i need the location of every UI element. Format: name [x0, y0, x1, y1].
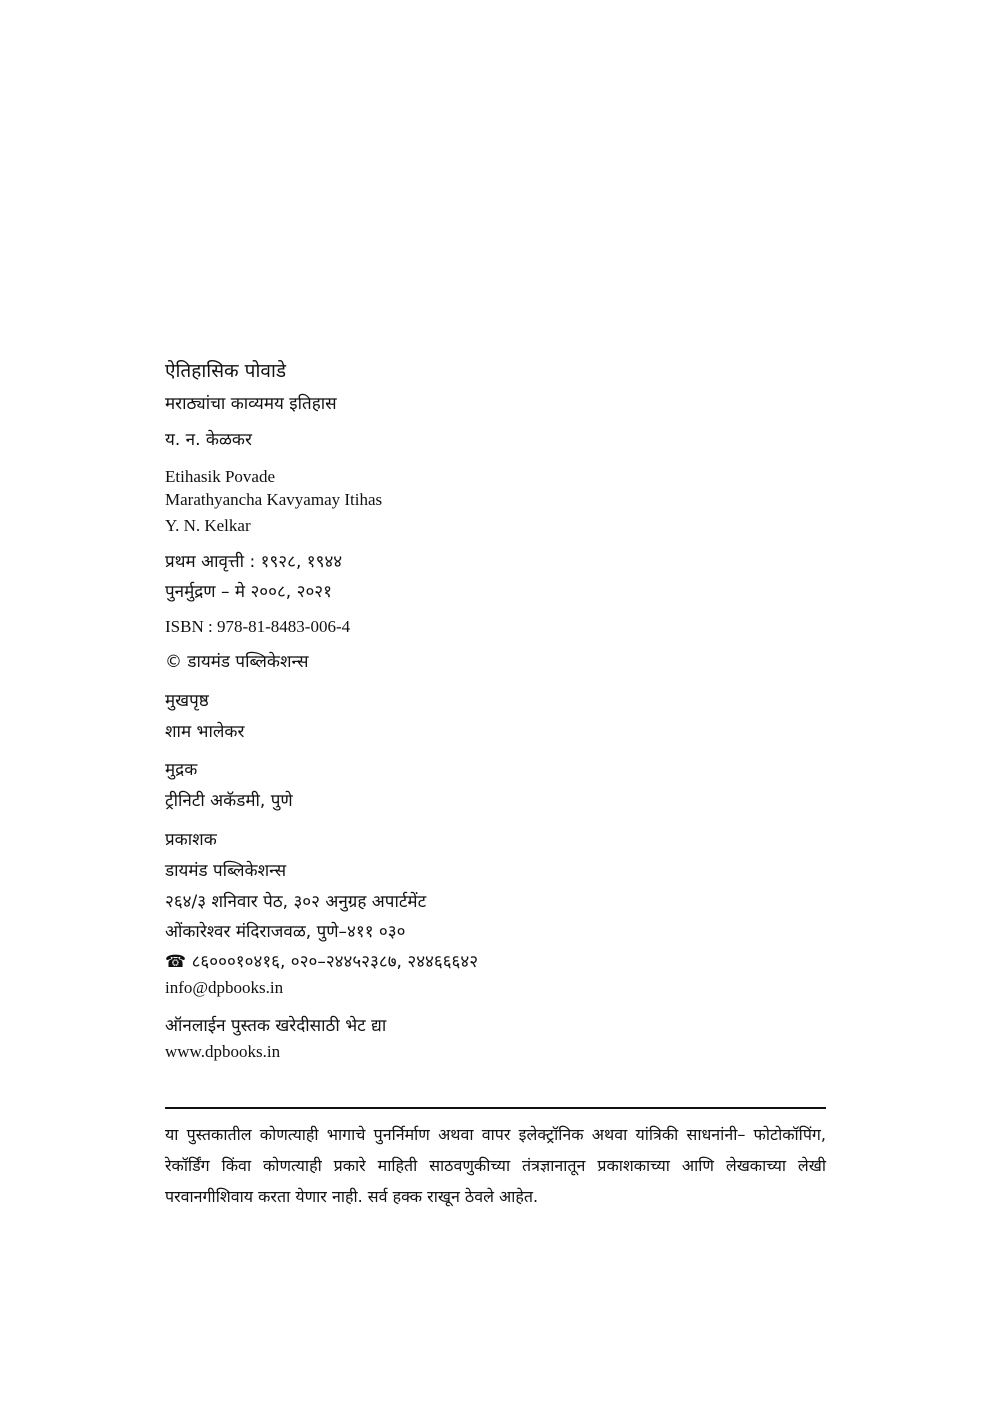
reprint-info: पुनर्मुद्रण – मे २००८, २०२१	[165, 582, 332, 602]
cover-label: मुखपृष्ठ	[165, 691, 209, 711]
address-line-1: २६४/३ शनिवार पेठ, ३०२ अनुग्रह अपार्टमेंट	[165, 892, 427, 912]
publisher-name: डायमंड पब्लिकेशन्स	[165, 861, 287, 881]
phone-icon: ☎	[165, 952, 187, 972]
website: www.dpbooks.in	[165, 1042, 281, 1061]
phone-line	[165, 951, 478, 973]
rights-notice: या पुस्तकातील कोणत्याही भागाचे पुनर्निर्माण अथवा वापर इलेक्ट्रॉनिक अथवा यांत्रिकी साधनांनी– फोटोकॉपिंग, रेकॉर्डिंग किंवा कोणत्याही प्रकारे माहिती साठवणुकीच्या तंत्रज्ञानातून प्रकाशकाच्या आणि लेखकाच्या लेखी परवानगीशिवाय करता येणार नाही. सर्व हक्क राखून ठेवले आहेत.	[165, 1125, 826, 1206]
first-edition: प्रथम आवृत्ती : १९२८, १९४४	[165, 552, 343, 572]
phone-numbers: ८६०००१०४१६, ०२०–२४४५२३८७, २४४६६६४२	[191, 952, 479, 972]
address-line-2: ओंकारेश्वर मंदिराजवळ, पुणे–४११ ०३०	[165, 922, 406, 942]
book-title-marathi: ऐतिहासिक पोवाडे	[165, 360, 287, 382]
isbn: ISBN : 978-81-8483-006-4	[165, 617, 351, 636]
online-label: ऑनलाईन पुस्तक खरेदीसाठी भेट द्या	[165, 1016, 387, 1036]
email: info@dpbooks.in	[165, 978, 284, 997]
author-english: Y. N. Kelkar	[165, 516, 251, 535]
copyright: © डायमंड पब्लिकेशन्स	[165, 652, 309, 672]
book-subtitle-marathi: मराठ्यांचा काव्यमय इतिहास	[165, 394, 337, 414]
printer-name: ट्रीनिटी अकॅडमी, पुणे	[165, 791, 293, 811]
author-marathi: य. न. केळकर	[165, 430, 252, 450]
book-subtitle-english: Marathyancha Kavyamay Itihas	[165, 490, 383, 509]
book-title-english: Etihasik Povade	[165, 467, 276, 486]
divider	[165, 1107, 826, 1109]
publisher-label: प्रकाशक	[165, 830, 217, 850]
printer-label: मुद्रक	[165, 760, 198, 780]
cover-artist: शाम भालेकर	[165, 722, 245, 742]
